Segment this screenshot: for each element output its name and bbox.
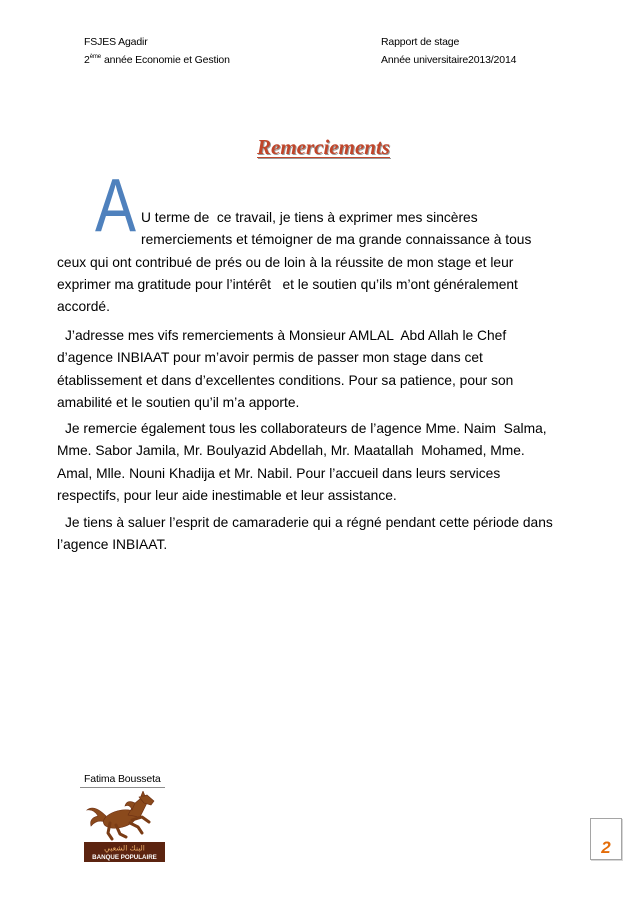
class-label: année Economie et Gestion [103,54,230,66]
paragraph-line: accordé. [57,299,110,315]
page-title: Remerciements [257,135,390,159]
paragraph-line: Amal, Mlle. Nouni Khadija et Mr. Nabil. Pour l’accueil dans leurs services [57,465,501,481]
paragraph-line: amabilité et le soutien qu’il m’a apporte. [57,394,300,410]
page-number: 2 [601,838,611,857]
logo-text-french: BANQUE POPULAIRE [92,854,157,861]
paragraph-line: exprimer ma gratitude pour l’intérêt et le soutien qu’ils m’ont généralement [57,276,518,292]
paragraph-line: Je remercie également tous les collaborateurs de l’agence Mme. Naim Salma, [65,421,547,436]
drop-cap: A [95,163,137,247]
page-number-box [590,818,622,860]
banque-populaire-logo [82,791,167,864]
footer-author: Fatima Bousseta [84,773,161,785]
paragraph-line: établissement et dans d’excellentes conditions. Pour sa patience, pour son [57,372,514,388]
paragraph-3 [57,418,547,507]
header-report-title: Rapport de stage [381,36,460,48]
class-suffix: ème [89,54,101,60]
paragraph-2 [57,325,513,414]
logo-text-arabic: البنك الشعبي [104,843,145,853]
footer-divider [80,787,165,788]
header-class [84,51,230,69]
paragraph-line: Mme. Sabor Jamila, Mr. Boulyazid Abdellah, Mr. Maatallah Mohamed, Mme. [57,443,525,459]
header-right [381,33,516,69]
paragraph-line: respectifs, pour leur aide inestimable et leur assistance. [57,487,397,503]
logo-banner [84,842,165,862]
paragraph-4 [57,512,553,557]
paragraph-1 [57,207,531,318]
header-left [84,33,230,69]
paragraph-line: Je tiens à saluer l’esprit de camaraderie qui a régné pendant cette période dans [65,515,553,530]
paragraph-line: U terme de ce travail, je tiens à exprimer mes sincères [141,210,478,225]
paragraph-line: ceux qui ont contribué de prés ou de loin à la réussite de mon stage et leur [57,254,514,270]
logo-graphic [82,791,167,864]
header-school: FSJES Agadir [84,36,148,48]
paragraph-line: l’agence INBIAAT. [57,537,168,553]
paragraph-line: J’adresse mes vifs remerciements à Monsieur AMLAL Abd Allah le Chef [65,328,507,343]
paragraph-line: d’agence INBIAAT pour m’avoir permis de passer mon stage dans cet [57,350,483,366]
class-number: 2 [84,54,90,66]
paragraph-line: remerciements et témoigner de ma grande connaissance à tous [141,232,532,248]
horse-icon [87,791,154,839]
header-academic-year: Année universitaire2013/2014 [381,54,517,66]
